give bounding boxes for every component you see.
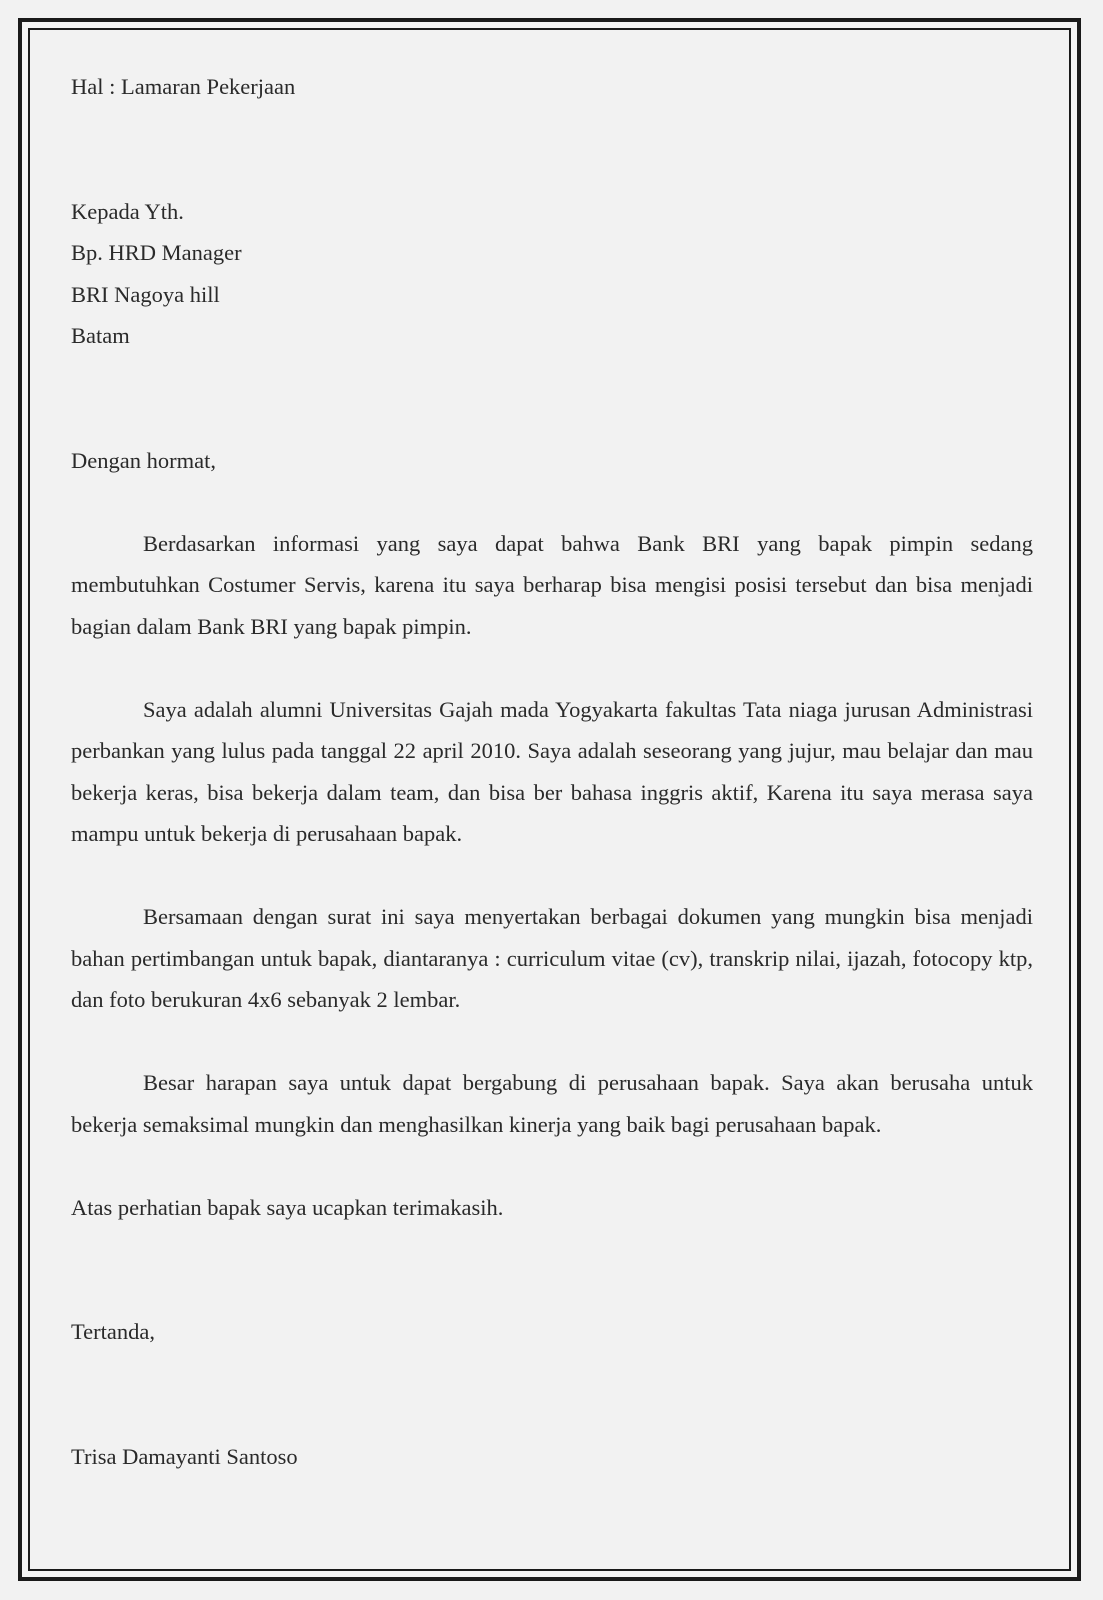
subject-line: Hal : Lamaran Pekerjaan: [71, 74, 296, 99]
letter-body: [71, 66, 1033, 1477]
paragraph: Bersamaan dengan surat ini saya menyertakan berbagai dokumen yang mungkin bisa menjadi bahan pertimbangan untuk bapak, diantaranya : curriculum vitae (cv), transkrip nilai, ijazah, fotocopy ktp, dan foto berukuran 4x6 sebanyak 2 lembar.: [71, 904, 1033, 1012]
recipient-line: Batam: [71, 323, 130, 348]
recipient-block: [71, 191, 1033, 357]
salutation: Dengan hormat,: [71, 447, 216, 473]
paragraph: Berdasarkan informasi yang saya dapat bahwa Bank BRI yang bapak pimpin sedang membutuhkan Costumer Servis, karena itu saya berharap bisa mengisi posisi tersebut dan bisa menjadi bagian dalam Bank BRI yang bapak pimpin.: [71, 530, 1033, 639]
recipient-line: Kepada Yth.: [71, 198, 184, 224]
closing-line: Atas perhatian bapak saya ucapkan terimakasih.: [71, 1194, 504, 1220]
paragraph: Saya adalah alumni Universitas Gajah mada Yogyakarta fakultas Tata niaga jurusan Administrasi perbankan yang lulus pada tanggal 22 april 2010. Saya adalah seseorang yang jujur, mau belajar dan mau bekerja keras, bisa bekerja dalam team, dan bisa ber bahasa inggris aktif, Karena itu saya merasa saya mampu untuk bekerja di perusahaan bapak.: [71, 696, 1033, 846]
recipient-line: BRI Nagoya hill: [71, 281, 220, 307]
signoff: Tertanda,: [71, 1319, 156, 1344]
signature-name: Trisa Damayanti Santoso: [71, 1443, 298, 1469]
paragraph: Besar harapan saya untuk dapat bergabung di perusahaan bapak. Saya akan berusaha untuk bekerja semaksimal mungkin dan menghasilkan kinerja yang baik bagi perusahaan bapak.: [71, 1070, 1033, 1137]
recipient-line: Bp. HRD Manager: [71, 240, 242, 265]
